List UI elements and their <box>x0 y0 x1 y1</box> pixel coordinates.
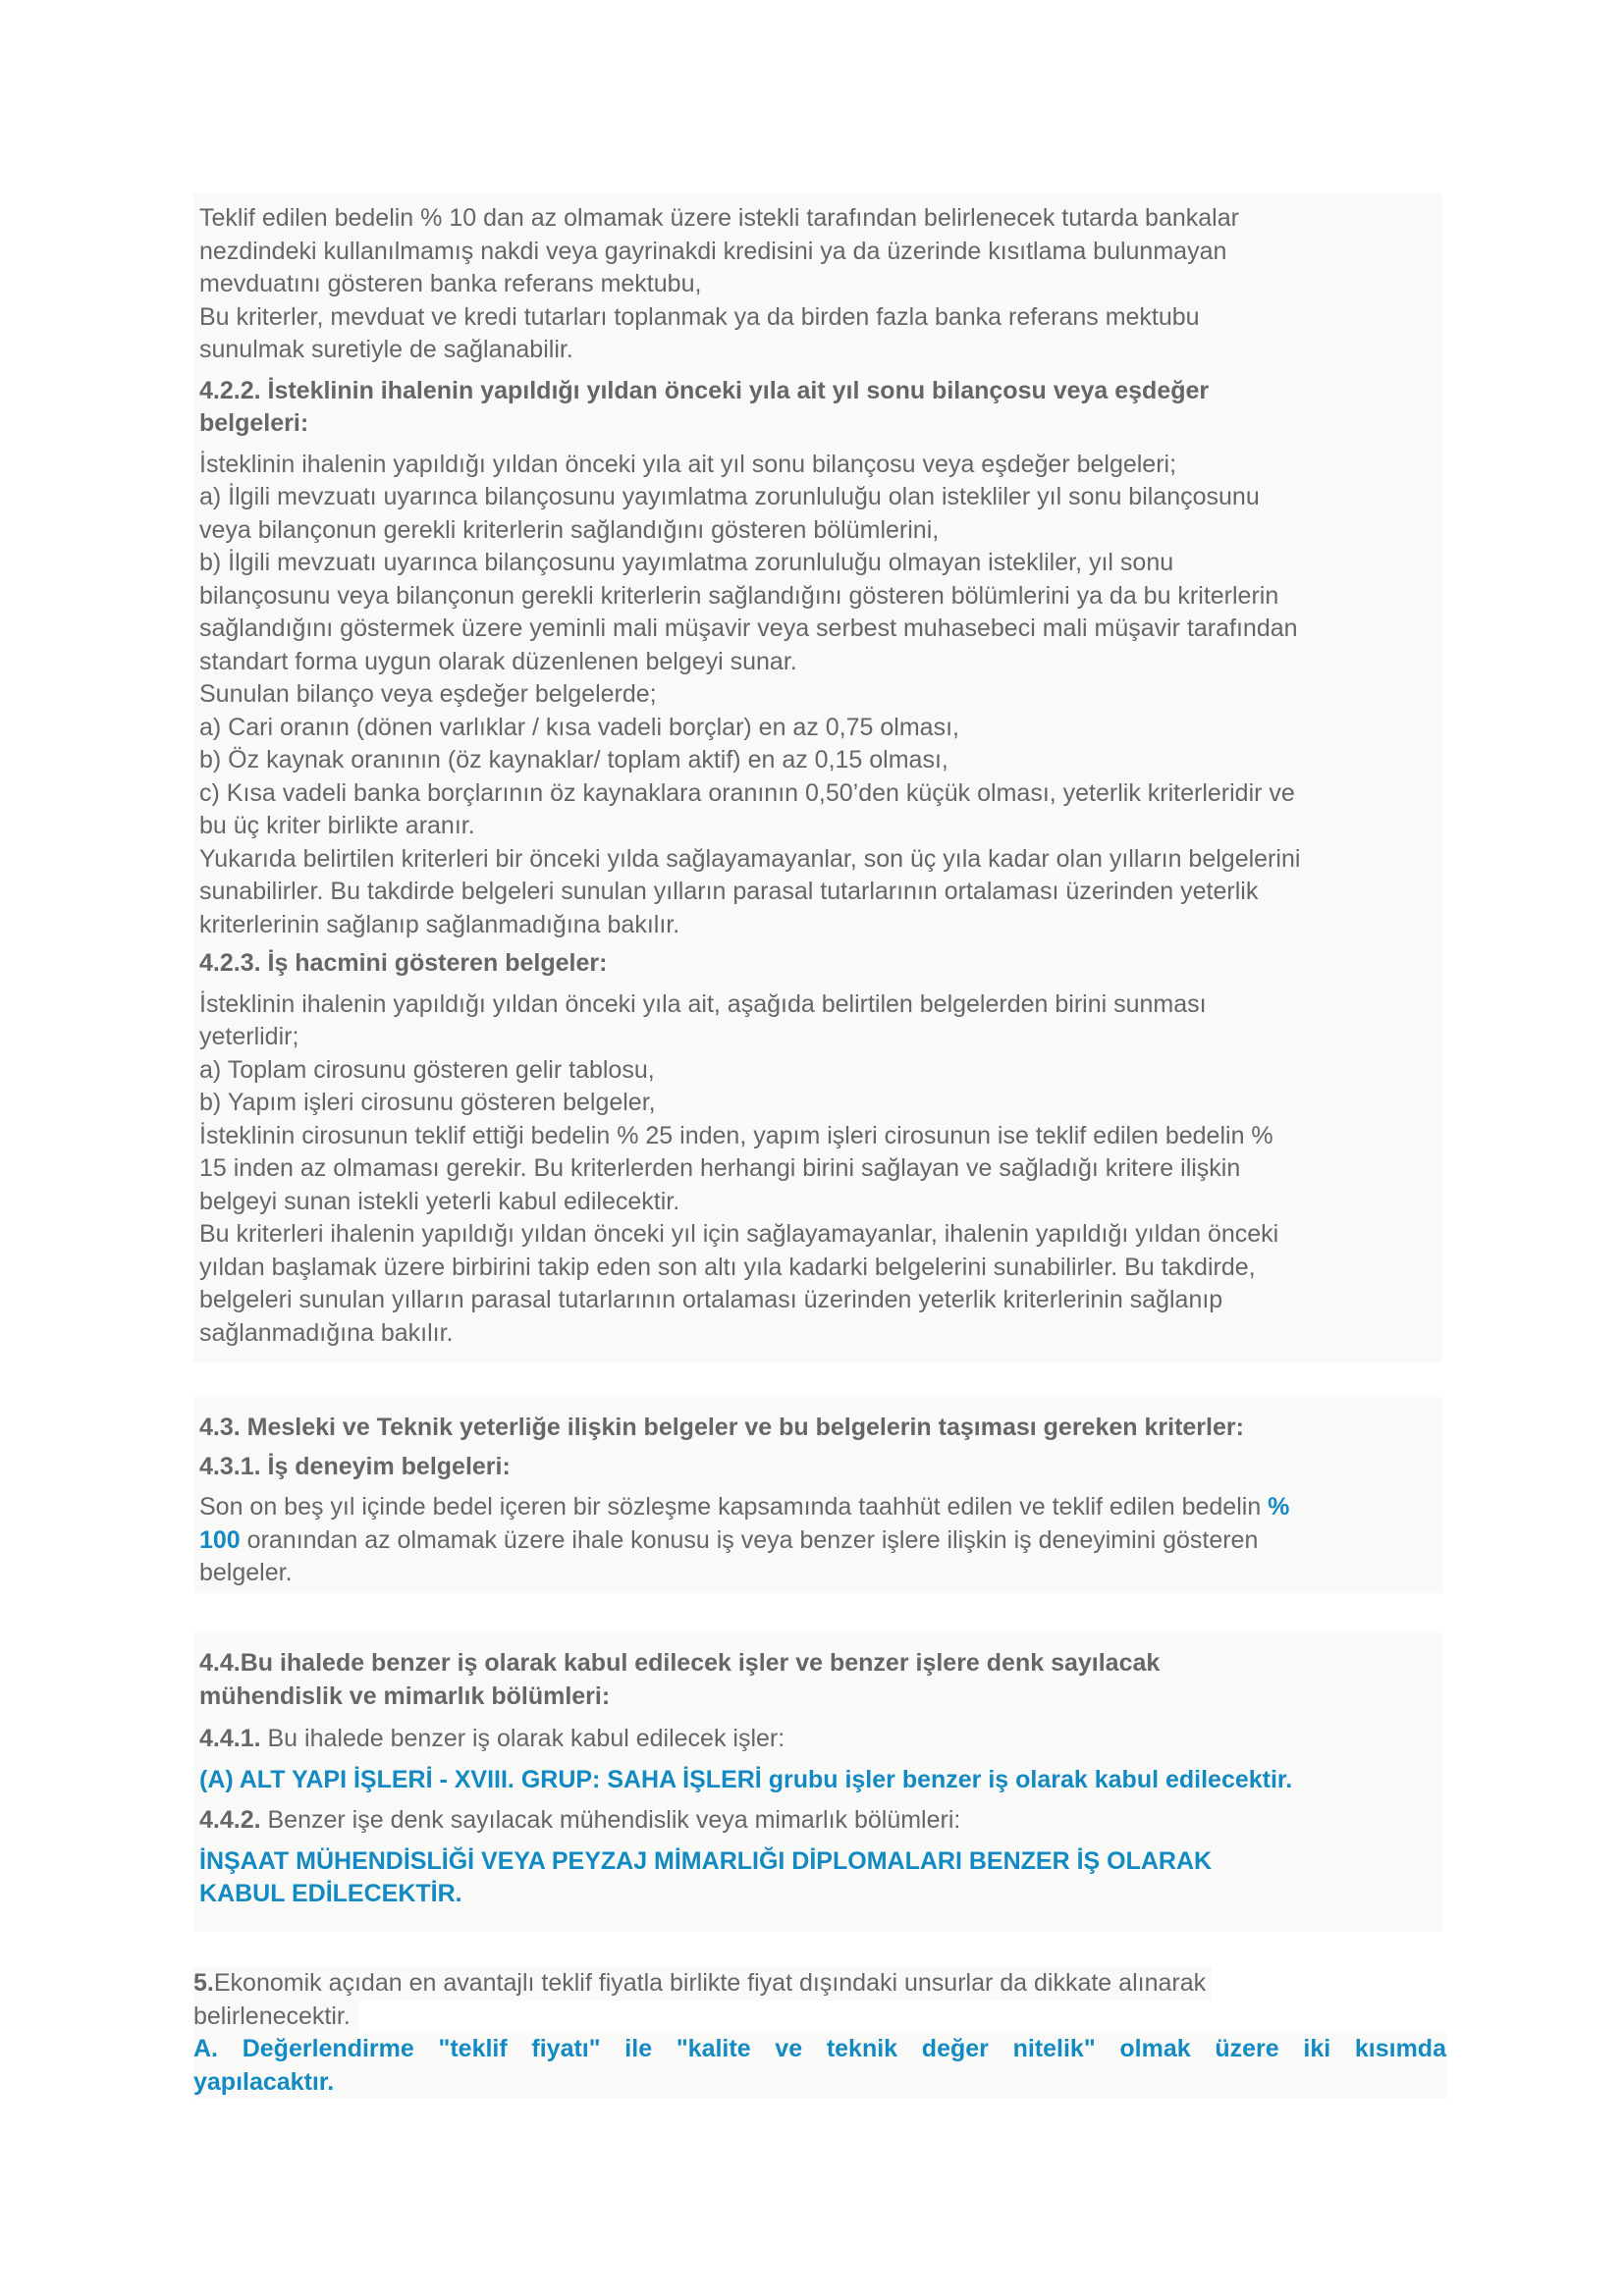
text-line: İNŞAAT MÜHENDİSLİĞİ VEYA PEYZAJ MİMARLIĞI DİPLOMALARI BENZER İŞ OLARAK <box>199 1846 1213 1875</box>
text-line <box>199 1491 1436 1524</box>
heading-4-2-2 <box>199 375 1436 441</box>
text-line: belirlenecektir. <box>193 2001 358 2034</box>
text-line: mevduatını gösteren banka referans mektubu, <box>199 270 702 297</box>
text-line: Yukarıda belirtilen kriterleri bir önceki yılda sağlayamayanlar, son üç yıla kadar olan yılların belgelerini <box>199 844 1301 873</box>
text-line: İsteklinin ihalenin yapıldığı yıldan önceki yıla ait yıl sonu bilançosu veya eşdeğer belgeleri; <box>199 450 1177 478</box>
text-line: yapılacaktır. <box>193 2067 335 2096</box>
heading-4-4-1 <box>199 1723 1436 1756</box>
text-line: sağlandığını göstermek üzere yeminli mali müşavir veya serbest muhasebeci mali müşavir tarafından <box>199 614 1298 642</box>
text-line: kriterlerinin sağlanıp sağlanmadığına bakılır. <box>199 910 680 938</box>
heading-line: mühendislik ve mimarlık bölümleri: <box>199 1682 611 1710</box>
text-line: Teklif edilen bedelin % 10 dan az olmamak üzere istekli tarafından belirlenecek tutarda bankalar <box>199 204 1239 232</box>
text-line: bu üç kriter birlikte aranır. <box>199 812 475 839</box>
text-line: yıldan başlamak üzere birbirini takip eden son altı yıla kadarki belgelerini sunabilirler. Bu takdirde, <box>199 1253 1256 1281</box>
experience-paragraph <box>199 1491 1436 1590</box>
text-line: 15 inden az olmaması gerekir. Bu kriterlerden herhangi birini sağlayan ve sağladığı kritere ilişkin <box>199 1154 1241 1182</box>
bank-reference-paragraph <box>199 202 1436 367</box>
technical-criteria-block <box>193 1397 1442 1593</box>
heading-4-2-3: 4.2.3. İş hacmini gösteren belgeler: <box>199 949 608 977</box>
text-line: Bu kriterler, mevduat ve kredi tutarları toplanmak ya da birden fazla banka referans mektubu <box>199 302 1200 331</box>
departments-definition <box>199 1845 1436 1911</box>
text-line: Bu kriterleri ihalenin yapıldığı yıldan önceki yıl için sağlayamayanlar, ihalenin yapıldığı yıldan önceki <box>199 1220 1279 1248</box>
similar-works-block <box>193 1632 1442 1932</box>
text-line: KABUL EDİLECEKTİR. <box>199 1880 462 1907</box>
text-line: Sunulan bilanço veya eşdeğer belgelerde; <box>199 680 657 708</box>
similar-work-definition: (A) ALT YAPI İŞLERİ - XVIII. GRUP: SAHA İŞLERİ grubu işler benzer iş olarak kabul edilecektir. <box>199 1765 1293 1793</box>
text-line: sunulmak suretiyle de sağlanabilir. <box>199 336 573 363</box>
text-line: b) Öz kaynak oranının (öz kaynaklar/ toplam aktif) en az 0,15 olması, <box>199 746 948 774</box>
text-line: b) İlgili mevzuatı uyarınca bilançosunu yayımlatma zorunluluğu olmayan istekliler, yıl sonu <box>199 549 1174 576</box>
text-span: oranından az olmamak üzere ihale konusu iş veya benzer işlere ilişkin iş deneyimini gösteren <box>240 1525 1259 1554</box>
section-text: Ekonomik açıdan en avantajlı teklif fiyatla birlikte fiyat dışındaki unsurlar da dikkate alınarak <box>213 1969 1207 1997</box>
section-text: Benzer işe denk sayılacak mühendislik veya mimarlık bölümleri: <box>260 1806 961 1834</box>
heading-4-3-1: 4.3.1. İş deneyim belgeleri: <box>199 1452 511 1480</box>
text-line: İsteklinin ihalenin yapıldığı yıldan önceki yıla ait, aşağıda belirtilen belgelerden birini sunması <box>199 989 1207 1018</box>
text-line: sunabilirler. Bu takdirde belgeleri sunulan yılların parasal tutarlarının ortalaması üzerinden yeterlik <box>199 878 1259 905</box>
heading-line: 4.4.Bu ihalede benzer iş olarak kabul edilecek işler ve benzer işlere denk sayılacak <box>199 1649 1161 1677</box>
heading-4-4-2 <box>199 1804 1436 1838</box>
section-5 <box>193 1967 1446 2099</box>
text-line: belgeler. <box>199 1559 293 1586</box>
text-line: bilançosunu veya bilançonun gerekli kriterlerin sağlandığını gösteren bölümlerini ya da bu kriterlerin <box>199 581 1279 610</box>
text-line: sağlanmadığına bakılır. <box>199 1318 454 1347</box>
heading-line: 4.2.2. İsteklinin ihalenin yapıldığı yıldan önceki yıla ait yıl sonu bilançosu veya eşdeğer <box>199 376 1210 404</box>
percent-value-highlight: 100 <box>199 1525 241 1554</box>
text-line: İsteklinin cirosunun teklif ettiği bedelin % 25 inden, yapım işleri cirosunun ise teklif edilen bedelin % <box>199 1121 1273 1149</box>
text-line: a) İlgili mevzuatı uyarınca bilançosunu yayımlatma zorunluluğu olan istekliler yıl sonu bilançosunu <box>199 483 1260 510</box>
text-line: a) Cari oranın (dönen varlıklar / kısa vadeli borçlar) en az 0,75 olması, <box>199 713 959 741</box>
evaluation-statement <box>193 2033 1446 2099</box>
heading-4-3: 4.3. Mesleki ve Teknik yeterliğe ilişkin belgeler ve bu belgelerin taşıması gereken kriterler: <box>199 1414 1244 1441</box>
text-span: Son on beş yıl içinde bedel içeren bir sözleşme kapsamında taahhüt edilen ve teklif edilen bedelin <box>199 1493 1269 1521</box>
business-volume-paragraph <box>199 988 1436 1351</box>
section-5-intro <box>193 1967 1446 2033</box>
text-line: b) Yapım işleri cirosunu gösteren belgeler, <box>199 1089 656 1116</box>
text-line: yeterlidir; <box>199 1023 299 1050</box>
text-line: A. Değerlendirme "teklif fiyatı" ile "kalite ve teknik değer nitelik" olmak üzere iki kısımda <box>193 2035 1446 2062</box>
heading-line: belgeleri: <box>199 409 309 437</box>
text-line: belgeleri sunulan yılların parasal tutarlarının ortalaması üzerinden yeterlik kriterlerinin sağlanıp <box>199 1286 1223 1313</box>
section-text: Bu ihalede benzer iş olarak kabul edilecek işler: <box>260 1725 785 1752</box>
section-number: 4.4.2. <box>199 1806 261 1834</box>
text-line: c) Kısa vadeli banka borçlarının öz kaynaklara oranının 0,50’den küçük olması, yeterlik kriterleridir ve <box>199 778 1295 807</box>
text-line: veya bilançonun gerekli kriterlerin sağlandığını gösteren bölümlerini, <box>199 515 940 544</box>
text-line: standart forma uygun olarak düzenlenen belgeyi sunar. <box>199 647 797 675</box>
financial-criteria-block <box>193 193 1442 1363</box>
text-line <box>199 1524 1436 1558</box>
text-line <box>193 1967 1212 2001</box>
text-line: nezdindeki kullanılmamış nakdi veya gayrinakdi kredisini ya da üzerinde kısıtlama bulunmayan <box>199 237 1227 265</box>
section-number: 5. <box>193 1969 214 1997</box>
section-number: 4.4.1. <box>199 1725 261 1752</box>
balance-sheet-paragraph <box>199 449 1436 942</box>
percent-highlight: % <box>1268 1493 1290 1521</box>
heading-4-4 <box>199 1647 1436 1713</box>
text-line: a) Toplam cirosunu gösteren gelir tablosu, <box>199 1055 655 1084</box>
text-line: belgeyi sunan istekli yeterli kabul edilecektir. <box>199 1187 680 1215</box>
